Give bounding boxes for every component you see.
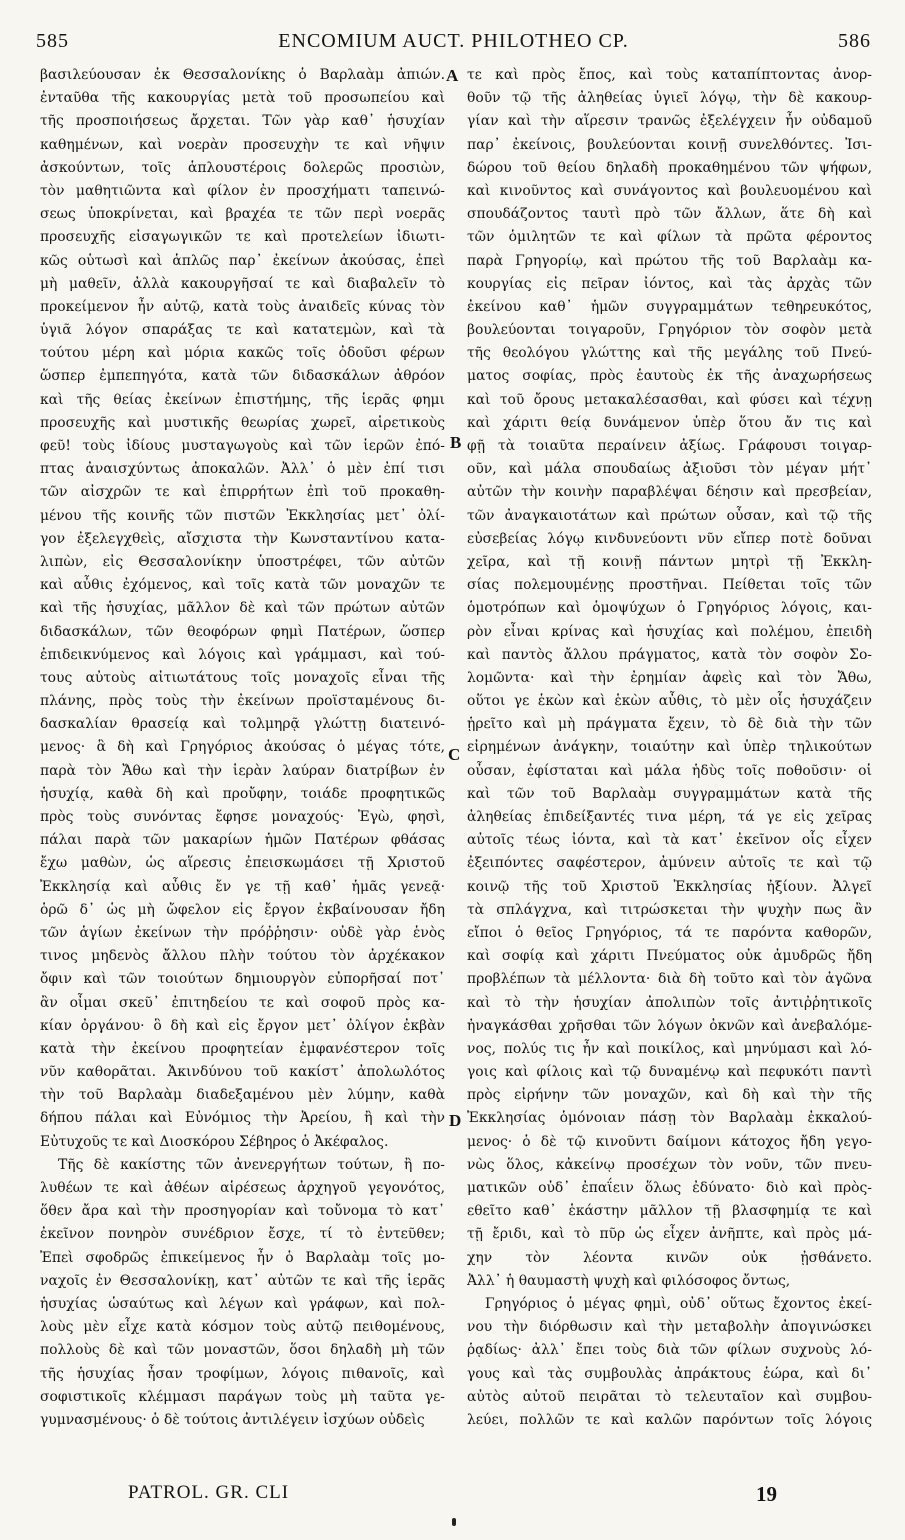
text-line: μενος· ὁ δὲ τῷ κινοῦντι δαίμονι κάτοχος ἤδη γεγο- xyxy=(467,1133,872,1150)
text-line: ναχοῖς ἐν Θεσσαλονίκῃ, κατ᾿ αὐτῶν τε καὶ τῆς ἱερᾶς xyxy=(40,1272,445,1289)
text-line: λιπὼν, εἰς Θεσσαλονίκην ὑποστρέφει, τῶν αὐτῶν xyxy=(40,553,445,570)
text-line: κοινῷ τῆς τοῦ Χριστοῦ Ἐκκλησίας ἠξίουν. Ἀλγεῖ xyxy=(467,878,872,895)
text-line: φεῦ! τοὺς ἰδίους μυσταγωγοὺς καὶ τῶν ἱερῶν ἐπό- xyxy=(40,438,445,454)
text-line: παρ᾿ ἐκείνοις, βουλεύονται κοινῇ συνελθόντες. Ἰσι- xyxy=(467,136,872,153)
text-line: οὖσαν, ἐφίσταται καὶ μάλα ἡδὺς τοῖς ποθοῦσιν· οἱ xyxy=(467,762,872,779)
text-line: καὶ τῶν τοῦ Βαρλαὰμ συγγραμμάτων κατὰ τῆς xyxy=(467,785,872,802)
text-line: ὄφιν καὶ τῶν τοιούτων δημιουργὸν εὐπορῆσαί ποτ᾿ xyxy=(40,971,445,988)
text-line: γους καὶ τὰς συμβουλὰς ἀπράκτους ἑώρα, καὶ δι᾿ xyxy=(467,1365,872,1382)
text-line: Ἐπεὶ σφοδρῶς ἐπικείμενος ἦν ὁ Βαρλαὰμ τοῖς μο- xyxy=(40,1249,445,1266)
text-line: σεως ὑποκρίνεται, καὶ βραχέα τε τῶν περὶ νοερᾶς xyxy=(40,206,445,223)
ink-mark xyxy=(452,1518,456,1526)
text-line: τῆς προσποιήσεως ἄρχεται. Τῶν γὰρ καθ᾿ ἡσυχίαν xyxy=(40,113,445,130)
text-line: τῶν ὁμιλητῶν τε καὶ φίλων τὰ πρῶτα φέροντος xyxy=(467,229,872,246)
text-line: πάλαι παρὰ τῶν μακαρίων ἡμῶν Πατέρων φθάσας xyxy=(40,832,445,849)
text-line: Γρηγόριος ὁ μέγας φημὶ, οὐδ᾿ οὕτως ἔχοντος ἐκεί- xyxy=(485,1295,872,1312)
text-line: πλάνης, πρὸς τοὺς τὴν ἐκείνων προϊσταμένους δι- xyxy=(40,693,445,710)
text-line: προβλέπων τὰ μέλλοντα· διὰ δὴ τοῦτο καὶ τὸν ἀγῶνα xyxy=(467,971,872,988)
text-line: σίας πολεμουμένῃς προστῆναι. Πείθεται τοῖς τῶν xyxy=(467,577,872,594)
sheet-number: 19 xyxy=(756,1482,777,1506)
text-line: τούτου μέρη καὶ μόρια κακῶς τοῖς ὀδοῦσι φέρων xyxy=(40,345,445,362)
page-header xyxy=(36,30,871,60)
text-line: ἐπιδεικνύμενος καὶ λόγοις καὶ γράμμασι, καὶ τού- xyxy=(40,646,445,663)
text-line: οῦν, καὶ μάλα σπουδαίως ἀξιοῦσι τὸν μέγαν μήτ᾿ xyxy=(467,461,872,478)
text-line: βουλεύονται τοιγαροῦν, Γρηγόριον τὸν σοφὸν μετὰ xyxy=(467,322,872,339)
text-line: δήπου πάλαι καὶ Εὐνόμιος τὴν Ἀρείου, ἢ καὶ τὴν xyxy=(40,1110,445,1127)
margin-marker-c: C xyxy=(448,745,461,764)
text-line: θοῦν τῷ τῆς ἀληθείας ὑγιεῖ λόγῳ, τὴν δὲ κακουρ- xyxy=(467,90,872,107)
text-line: προσευχῆς καὶ μυστικῆς θεωρίας χωρεῖ, αἱρετικοὺς xyxy=(40,414,445,431)
text-line: ὁμοτρόπων καὶ ὁμοψύχων ὁ Γρηγόριος λόγοις, και- xyxy=(467,600,872,617)
text-line: λυθέων τε καὶ ἀθέων αἱρέσεως ἀρχηγοῦ γεγονότος, xyxy=(40,1180,445,1196)
text-line: παρὰ τὸν Ἄθω καὶ τὴν ἱερὰν λαύραν διατρίβων ἐν xyxy=(40,762,445,779)
text-line: ἡσυχίᾳ, καθὰ δὴ καὶ προὔφην, τοιάδε προφητικῶς xyxy=(40,785,445,802)
left-page-number: 585 xyxy=(36,30,69,52)
right-column xyxy=(467,64,872,1432)
text-line: βασιλεύουσαν ἐκ Θεσσαλονίκης ὁ Βαρλαὰμ ἀπιών. xyxy=(40,67,445,83)
text-line: εθεῖτο καθ᾿ ἑκάστην μᾶλλον τῇ βλασφημίᾳ τε καὶ xyxy=(467,1203,872,1220)
text-line: μὴ μαθεῖν, ἀλλὰ κακουργῆσαί τε καὶ διαβαλεῖν τὸ xyxy=(40,275,445,292)
text-line: καὶ τῆς θείας ἐκείνων ἐπιστήμης, τῆς ἱερᾶς φημι xyxy=(40,391,445,408)
text-line: ἔχω μαθὼν, ὡς αἵρεσις ἐπεισκωμάσει τῇ Χριστοῦ xyxy=(40,855,445,872)
text-line: γυμνασμένους· ὁ δὲ τούτοις ἀντιλέγειν ἰσχύων οὐδεὶς xyxy=(40,1411,425,1428)
text-line: παρὰ Γρηγορίῳ, καὶ πρώτου τῆς τοῦ Βαρλαὰμ κα- xyxy=(467,252,872,269)
text-line: καθημένων, καὶ νοερὰν προσευχὴν τε καὶ νῆψιν xyxy=(40,136,445,153)
text-line: ἐνταῦθα τῆς κακουργίας μετὰ τοῦ προσωπείου καὶ xyxy=(40,90,445,107)
text-line: καὶ τῆς ἡσυχίας, μᾶλλον δὲ καὶ τῶν πρώτων αὐτῶν xyxy=(40,600,445,617)
text-line: Τῆς δὲ κακίστης τῶν ἀνενεργήτων τούτων, ἢ πο- xyxy=(58,1156,445,1173)
text-line: χην τὸν λέοντα κινῶν οὐκ ᾐσθάνετο. xyxy=(467,1249,872,1266)
text-line: τῆς θεολόγου γλώττης καὶ τῆς μεγάλης τοῦ Πνεύ- xyxy=(467,345,872,362)
text-line: καὶ τοῦ ὄρους μετακαλέσασθαι, καὶ φύσει καὶ τέχνῃ xyxy=(467,391,872,408)
text-line: Εὐτυχοῦς τε καὶ Διοσκόρου Σέβηρος ὁ Ἀκέφαλος. xyxy=(40,1133,389,1150)
right-page-number: 586 xyxy=(838,30,871,52)
text-line: οὕτοι γε ἑκὼν καὶ ἑκὼν αὖθις, τὸ μὲν οἷς ἡσυχάζειν xyxy=(467,693,872,710)
text-line: νου τὴν διόρθωσιν καὶ τὴν μεταβολὴν ἀπογινώσκει xyxy=(467,1319,872,1336)
text-line: τὸν μαθητιῶντα καὶ φίλον ἐν προσχήματι ταπεινώ- xyxy=(40,182,445,199)
text-line: πολλοὺς δὲ καὶ τῶν μοναστῶν, ὅσοι δηλαδὴ μὴ τῶν xyxy=(40,1342,445,1359)
text-line: γοις καὶ φίλοις καὶ τῷ δυναμένῳ καὶ πεφυκότι παντὶ xyxy=(467,1064,872,1081)
text-line: Ἐκκλησίας ὁμόνοιαν πάσῃ τὸν Βαρλαὰμ ἐκκαλού- xyxy=(467,1110,872,1127)
text-line: ἀληθείας ἐπιδείξαντές τινα μέρη, τά γε εἰς χεῖρας xyxy=(467,809,872,825)
text-line: καὶ παντὸς ἄλλου πράγματος, κατὰ τὸν σοφὸν Σο- xyxy=(467,646,872,663)
text-line: τῶν ἀναγκαιοτάτων καὶ πρώτων οὖσαν, καὶ τῷ τῆς xyxy=(467,507,872,524)
text-line: καὶ σοφίᾳ καὶ χάριτι Πνεύματος οὐκ ἀμυδρῶς ἤδη xyxy=(467,948,872,965)
running-title: ENCOMIUM AUCT. PHILOTHEO CP. xyxy=(278,30,629,52)
text-line: προκείμενον ἦν αὐτῷ, κατὰ τοὺς ἀναιδεῖς κύνας τὸν xyxy=(40,298,445,315)
text-line: ρὸν εἶναι κρίνας καὶ ἡσυχίας καὶ πολέμου, ἐπειδὴ xyxy=(467,623,872,640)
text-line: λομῶντα· καὶ τὴν ἐρημίαν ἀφεὶς καὶ τὸν Ἄθω, xyxy=(467,669,872,686)
text-line: χεῖρα, καὶ τῇ κοινῇ πάντων μητρὶ τῇ Ἐκκλη- xyxy=(467,553,872,570)
text-line: καὶ τὸ τὴν ἡσυχίαν ἀπολιπὼν τοῖς ἀντιῤῥητικοῖς xyxy=(467,994,872,1011)
text-line: διδασκάλων, τῶν θεοφόρων φημὶ Πατέρων, ὥσπερ xyxy=(40,623,445,640)
text-line: καὶ κινοῦντος καὶ συνάγοντος καὶ βουλευομένου καὶ xyxy=(467,182,872,199)
text-line: γον ἐξελεγχθεὶς, αἴσχιστα τὴν Κωνσταντίνου κατα- xyxy=(40,530,445,547)
text-line: λοὺς μὲν εἶχε κατὰ κόσμον τοὺς αὐτῷ πειθομένους, xyxy=(40,1319,445,1336)
text-line: κουργίας εἰς πεῖραν ἰόντος, καὶ τὰς ἀρχὰς τῶν xyxy=(467,275,872,292)
text-line: καὶ αὖθις ἐχόμενος, καὶ τοῖς κατὰ τῶν μοναχῶν τε xyxy=(40,577,445,594)
text-line: ἐκεῖνον πονηρὸν συνέδριον ἔσχε, τί τὸ ἐντεῦθεν; xyxy=(40,1226,445,1243)
text-line: ἀσκούντων, τοῖς ἁπλουστέροις δολερῶς προσιὼν, xyxy=(40,159,445,176)
text-line: πρὸς εἰρήνην τῶν μοναχῶν, καὶ δὴ καὶ τὴν τῆς xyxy=(467,1087,872,1104)
text-line: ἠναγκάσθαι χρῆσθαι τῶν λόγων ὀκνῶν καὶ ἀνεβαλόμε- xyxy=(467,1017,872,1034)
text-line: ματος σοφίας, πρὸς ἑαυτοὺς ἐκ τῆς ἀναχωρήσεως xyxy=(467,368,872,385)
text-line: πρὸς τοὺς συνόντας ἔφησε μοναχούς· Ἐγὼ, φησὶ, xyxy=(40,809,445,825)
text-line: φῇ τὰ τοιαῦτα περαίνειν ἀξίως. Γράφουσι τοιγαρ- xyxy=(467,438,872,454)
text-line: τῇ ἔριδι, καὶ τὸ πῦρ ὡς εἶχεν ἀνῆπτε, καὶ πρὸς μά- xyxy=(467,1226,872,1243)
text-line: δασκαλίαν θρασείᾳ καὶ τολμηρᾷ γλώττῃ διατεινό- xyxy=(40,716,445,733)
text-line: ὅθεν ἄρα καὶ τὴν προσηγορίαν καὶ τοὔνομα τὸ κατ᾿ xyxy=(40,1203,445,1220)
text-line: γίαν καὶ τὴν αἵρεσιν τρανῶς ἐξελέγχειν ἦν οὐδαμοῦ xyxy=(467,113,872,130)
text-line: ἐξειπόντες σαφέστερον, ἀμύνειν αὐτοῖς τε καὶ τῷ xyxy=(467,855,872,872)
page-footer xyxy=(40,1482,870,1512)
text-line: τῶν ἁγίων ἐκείνων τὴν πρόῤῥησιν· οὐδὲ γὰρ ἑνὸς xyxy=(40,924,445,941)
margin-marker-b: B xyxy=(450,433,462,452)
text-line: νὼς ὅλος, κἀκείνῳ προσέχων τὸν νοῦν, τῶν πνευ- xyxy=(467,1156,872,1173)
text-line: τὰ σπλάγχνα, καὶ τιτρώσκεται τὴν ψυχὴν πως ἂν xyxy=(467,901,872,918)
text-line: μένου τῆς κοινῆς τῶν πιστῶν Ἐκκλησίας μετ᾿ ὀλί- xyxy=(40,507,445,524)
text-line: κίαν ὀργάνου· ὃ δὴ καὶ εἰς ἔργον μετ᾿ ὀλίγον ἐκβὰν xyxy=(40,1017,445,1034)
text-line: αὐτοῖς τέως ἰόντα, καὶ τὰ κατ᾿ ἐκεῖνον οἷς εἶχεν xyxy=(467,832,872,849)
text-line: εἰρημένων ἀνάγκην, τοιαύτην καὶ ὑπὲρ τηλικούτων xyxy=(467,739,872,756)
margin-marker-d: D xyxy=(449,1111,462,1130)
printer-signature: PATROL. GR. CLI xyxy=(128,1482,290,1503)
text-line: σπουδάζοντος ταυτὶ πρὸ τῶν ἄλλων, ἅτε δὴ καὶ xyxy=(467,206,872,223)
text-line: ᾑρεῖτο καὶ μὴ πράγματα ἔχειν, τὸ δὲ διὰ τὴν τῶν xyxy=(467,716,872,733)
text-line: ἐκείνου καθ᾿ ἡμῶν συγγραμμάτων τεθηρευκότος, xyxy=(467,298,872,315)
text-line: μενος· ἃ δὴ καὶ Γρηγόριος ἀκούσας ὁ μέγας τότε, xyxy=(40,739,445,756)
text-line: νος, πολύς τις ἦν καὶ ποικίλος, καὶ μηνύμασι καὶ λό- xyxy=(467,1040,872,1057)
text-line: τους αὐτοὺς αἰτιωτάτους τοῖς μοναχοῖς εἶναι τῆς xyxy=(40,669,445,686)
text-line: κῶς οὑτωσὶ καὶ ἁπλῶς παρ᾿ ἐκείνων ἀκούσας, ἐπεὶ xyxy=(40,252,445,269)
text-line: πτας ἀναισχύντως ἀποκαλῶν. Ἀλλ᾿ ὁ μὲν ἐπί τισι xyxy=(40,461,445,478)
text-line: προσευχῆς εἰσαγωγικῶν τε καὶ προτελείων ἰδιωτι- xyxy=(40,229,445,246)
text-line: τινος μηδενὸς ἄλλου πλὴν τούτου τὸν ἀρχέκακον xyxy=(40,948,445,965)
text-line: ματικῶν οὐδ᾿ ἐπαΐειν ὅλως ἐδύνατο· διὸ καὶ πρὸς- xyxy=(467,1180,872,1196)
text-line: ἡσυχίας ὡσαύτως καὶ λέγων καὶ γράφων, καὶ πολ- xyxy=(40,1295,445,1312)
text-line: Ἀλλ᾿ ἡ θαυμαστὴ ψυχὴ καὶ φιλόσοφος ὄντως, xyxy=(467,1272,791,1289)
text-line: αὐτὸς αὐτοῦ πειρᾶται τὸ τελευταῖον καὶ συμβου- xyxy=(467,1388,872,1405)
text-line: τὴν τοῦ Βαρλαὰμ διαδεξαμένου μὲν λύμην, καθὰ xyxy=(40,1087,445,1104)
text-line: λεύει, πολλῶν τε καὶ καλῶν παρόντων τοῖς λόγοις xyxy=(467,1411,872,1428)
text-line: εἴποι ὁ θεῖος Γρηγόριος, τά τε παρόντα καθορῶν, xyxy=(467,924,872,941)
margin-marker-a: A xyxy=(446,66,459,85)
text-line: κατὰ τὴν ἐκείνου προφητείαν ἐμφανέστερον τοῖς xyxy=(40,1040,445,1057)
text-line: Ἐκκλησίᾳ καὶ αὖθις ἔν γε τῇ καθ᾿ ἡμᾶς γενεᾷ· xyxy=(40,878,445,895)
text-line: σοφιστικοῖς κλέμμασι παράγων τοὺς μὴ ταῦτα γε- xyxy=(40,1388,445,1405)
text-line: ῥᾳδίως· ἀλλ᾿ ἔπει τοὺς διὰ τῶν φίλων συχνοὺς λό- xyxy=(467,1342,872,1359)
text-line: τῶν αἰσχρῶν τε καὶ ἐπιρρήτων ἐπὶ τοῦ προκαθη- xyxy=(40,484,445,501)
text-line: ὥσπερ ἐμπεπηγότα, κατὰ τῶν διδασκάλων ἀθρόον xyxy=(40,368,445,385)
text-line: ὁρῶ δ᾿ ὡς μὴ ὤφελον εἰς ἔργον ἐκβαίνουσαν ἤδη xyxy=(40,901,445,918)
text-line: ἂν οἶμαι σκεῦ᾿ ἐπιτηδείου τε καὶ σοφοῦ πρὸς κα- xyxy=(40,994,445,1011)
left-column xyxy=(40,64,445,1432)
text-line: δώρου τοῦ θείου δηλαδὴ προκαθημένου τῶν ψήφων, xyxy=(467,159,872,176)
text-line: τῆς ἡσυχίας ἦσαν τροφίμων, λόγοις πιθανοῖς, καὶ xyxy=(40,1365,445,1382)
text-line: νῦν καθορᾶται. Ἀκινδύνου τοῦ κακίστ᾿ ἀπολωλότος xyxy=(40,1064,445,1081)
text-line: καὶ χάριτι θείᾳ δυνάμενον ὑπὲρ ὅτου ἄν τις καὶ xyxy=(467,414,872,431)
text-line: αὐτῶν τὴν κοινὴν παραβλέψαι δέησιν καὶ πρεσβείαν, xyxy=(467,484,872,501)
text-line: τε καὶ πρὸς ἔπος, καὶ τοὺς καταπίπτοντας ἀνορ- xyxy=(467,67,872,83)
text-line: εὐσεβείας λόγῳ κινδυνεύοντι νῦν εἴπερ ποτὲ δοῦναι xyxy=(467,530,872,547)
text-line: ὑγιᾶ λόγον σπαράξας τε καὶ κατατεμὼν, καὶ τὰ xyxy=(40,322,445,339)
